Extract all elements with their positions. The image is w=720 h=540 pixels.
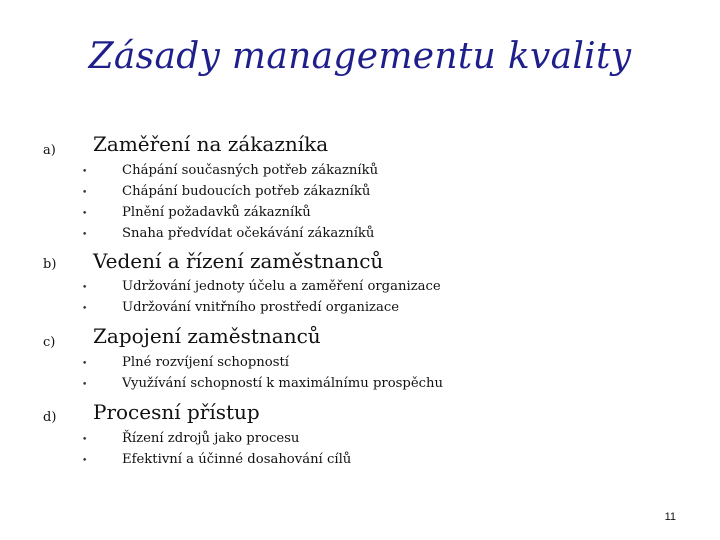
section-letter: d) [43,410,57,425]
section-heading: Zaměření na zákazníka [93,132,329,156]
slide-title: Zásady managementu kvality [88,36,632,77]
bullet-icon: • [82,380,88,390]
section-letter: a) [43,143,56,158]
bullet-icon: • [82,188,88,198]
list-item: Chápání budoucích potřeb zákazníků [122,184,371,199]
bullet-icon: • [82,359,88,369]
list-item: Plné rozvíjení schopností [122,355,289,370]
list-item: Chápání současných potřeb zákazníků [122,163,379,178]
bullet-icon: • [82,456,88,466]
list-item: Řízení zdrojů jako procesu [122,431,300,446]
bullet-icon: • [82,209,88,219]
section-letter: b) [43,257,57,272]
bullet-icon: • [82,304,88,314]
bullet-icon: • [82,283,88,293]
list-item: Snaha předvídat očekávání zákazníků [122,226,375,241]
page-number: 11 [664,511,676,523]
list-item: Udržování jednoty účelu a zaměření organizace [122,279,441,294]
bullet-icon: • [82,435,88,445]
section-letter: c) [43,335,56,350]
list-item: Udržování vnitřního prostředí organizace [122,300,400,315]
section-heading: Procesní přístup [93,400,260,424]
bullet-icon: • [82,230,88,240]
list-item: Efektivní a účinné dosahování cílů [122,452,352,467]
list-item: Využívání schopností k maximálnímu prospěchu [122,376,444,391]
section-heading: Vedení a řízení zaměstnanců [93,249,384,273]
section-heading: Zapojení zaměstnanců [93,324,321,348]
list-item: Plnění požadavků zákazníků [122,205,311,220]
bullet-icon: • [82,167,88,177]
